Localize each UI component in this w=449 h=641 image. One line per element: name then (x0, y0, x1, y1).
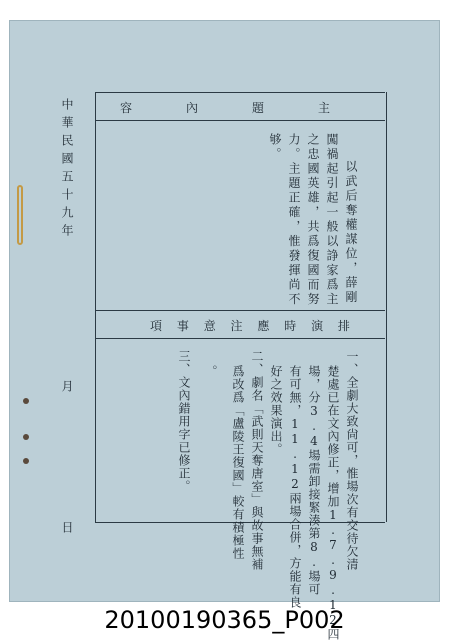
notes-text-line: 三、文內錯用字已修正。 (177, 350, 191, 493)
theme-text-line: 闖禍起引起一般以諍家爲主 (325, 133, 339, 307)
staple-hole (23, 398, 29, 404)
notes-text-line: 場，分3.4場需卸接緊湊第8.場可 (307, 365, 321, 596)
notes-text-line: 。 (204, 365, 218, 378)
month-label: 月 (60, 380, 74, 392)
binding-clip (17, 185, 23, 245)
header-char: 主 (317, 101, 330, 115)
theme-text-line: 之忠國英雄，共爲復國而努 (306, 133, 320, 307)
notes-text-line: 好之效果演出。 (269, 365, 283, 456)
header-char: 題 (251, 101, 264, 115)
header-char: 應 (257, 319, 270, 333)
notes-text-line: 楚處已在文內修正，增加1.7.9.12四 (326, 365, 340, 641)
notes-text-line: 爲改爲「盧陵王復國」較有積極性 (231, 365, 245, 560)
rule-header1 (95, 120, 385, 121)
header-char: 事 (176, 319, 189, 333)
staple-hole (23, 434, 29, 440)
notes-text-line: 一、全劇大致尙可，惟場次有交待欠清 (345, 350, 359, 571)
notes-text-line: 二、劇名「武則天奪唐室」與故事無補 (250, 350, 264, 571)
date-label: 中華民國五十九年 (60, 98, 74, 242)
rule-header2 (95, 338, 385, 339)
image-caption: 20100190365_P002 (104, 606, 345, 634)
header-char: 排 (337, 319, 350, 333)
header-char: 意 (203, 319, 216, 333)
header-char: 注 (230, 319, 243, 333)
header-char: 時 (284, 319, 297, 333)
rule-section-split (95, 310, 385, 311)
day-label: 日 (60, 521, 74, 533)
theme-text-line: 够。 (268, 133, 282, 162)
header-char: 容 (120, 101, 133, 115)
header-char: 內 (185, 101, 198, 115)
staple-hole (23, 458, 29, 464)
theme-text-line: 以武后奪權謀位，薛剛 (344, 160, 358, 305)
rule-top (95, 92, 385, 93)
header-char: 演 (311, 319, 324, 333)
section1-header (95, 99, 385, 116)
theme-text-line: 力。主題正確，惟發揮尚不 (287, 133, 301, 307)
header-char: 項 (150, 319, 163, 333)
notes-text-line: 有可無，11.12兩場合併，方能有良 (288, 365, 302, 609)
section2-header (95, 317, 385, 334)
